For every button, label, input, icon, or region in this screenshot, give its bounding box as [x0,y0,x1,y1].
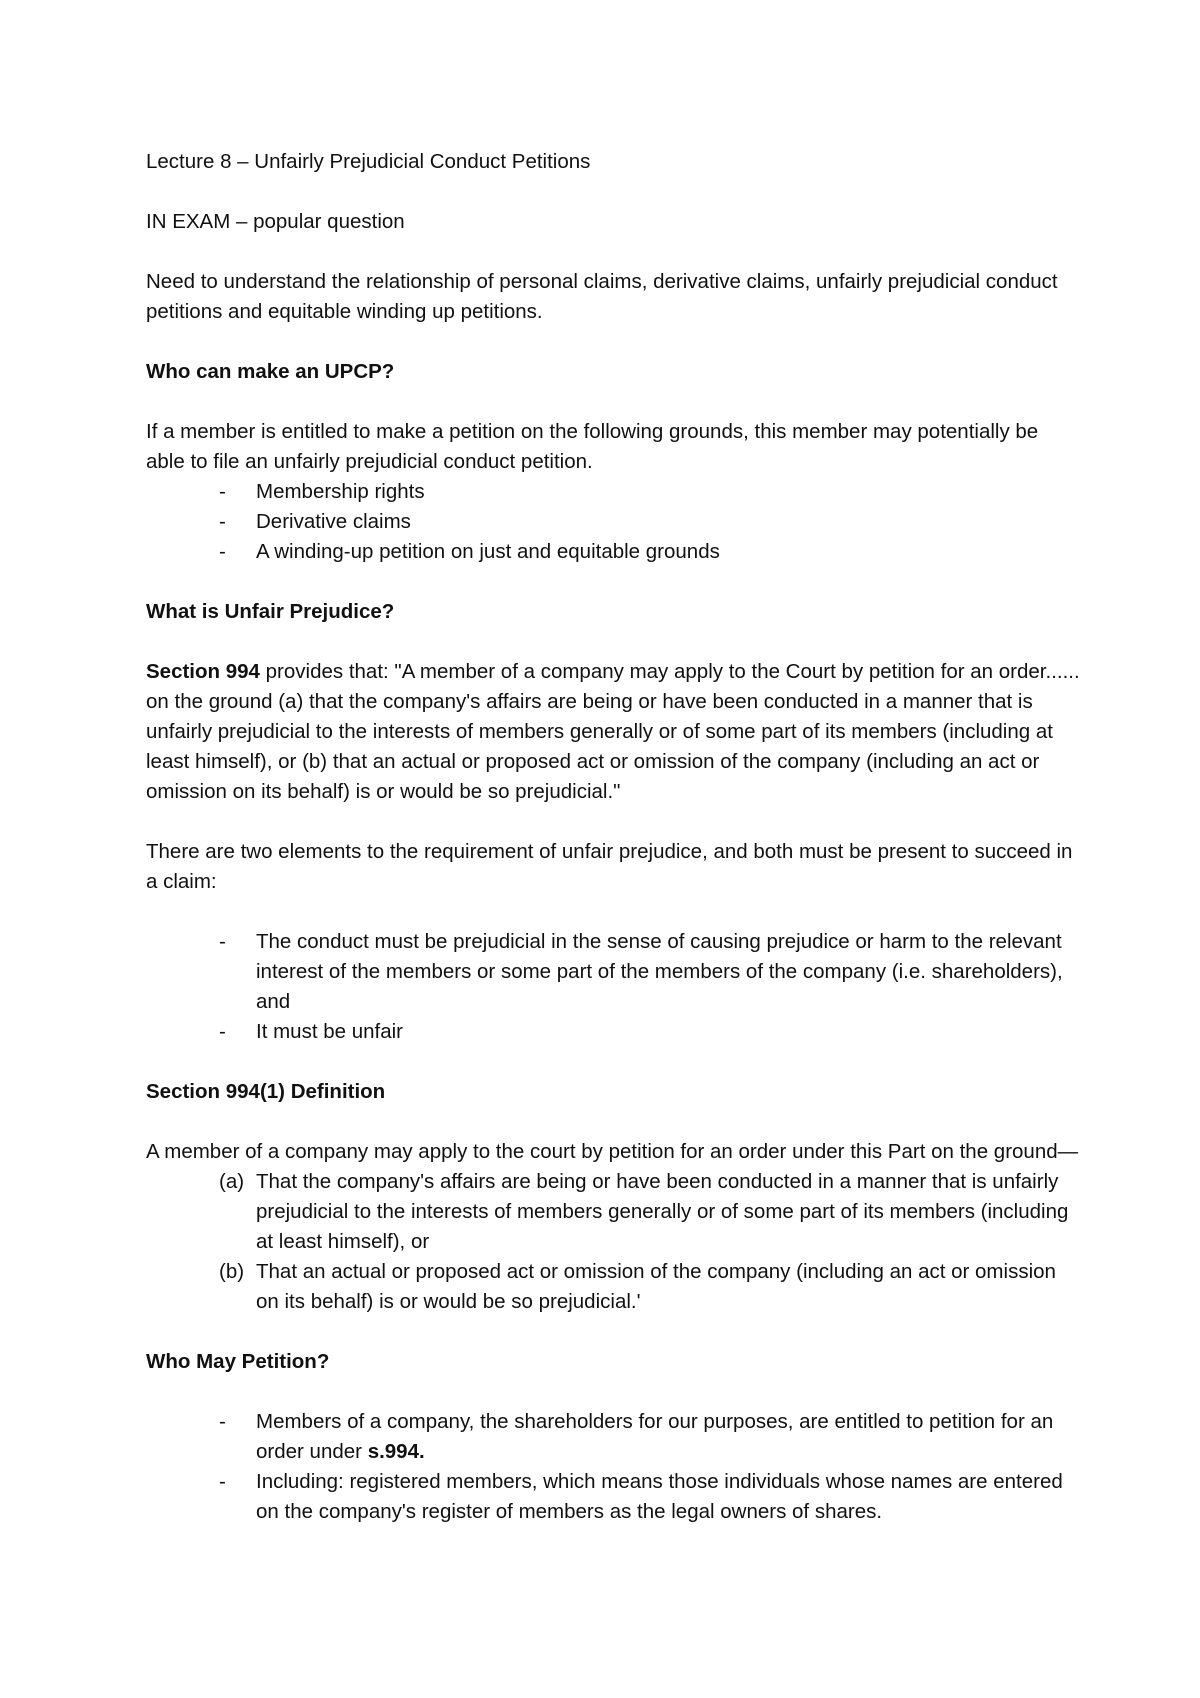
list-item-text: Members of a company, the shareholders for our purposes, are entitled to petition for an order under [256,1410,1054,1463]
upcp-paragraph: If a member is entitled to make a petition on the following grounds, this member may potentially be able to file an unfairly prejudicial conduct petition. [146,420,1039,473]
list-marker: (a) [219,1170,245,1193]
list-item: - Derivative claims [146,507,1080,537]
list-item: - A winding-up petition on just and equitable grounds [146,537,1080,567]
intro-paragraph: Need to understand the relationship of personal claims, derivative claims, unfairly prejudicial conduct petitions and equitable winding up petitions. [146,270,1058,323]
petition-list [146,1407,1080,1527]
document-title: Lecture 8 – Unfairly Prejudicial Conduct Petitions [146,150,591,173]
grounds-list [146,477,1080,567]
list-item-text: That the company's affairs are being or have been conducted in a manner that is unfairly prejudicial to the interests of members generally or of some part of its members (including at least himself), or [256,1170,1069,1253]
heading-section-994-definition: Section 994(1) Definition [146,1080,386,1103]
list-item: - It must be unfair [146,1017,1080,1047]
elements-list [146,927,1080,1047]
heading-who-may-petition: Who May Petition? [146,1350,330,1373]
elements-paragraph: There are two elements to the requirement of unfair prejudice, and both must be present to succeed in a claim: [146,840,1073,893]
list-item-text: That an actual or proposed act or omission of the company (including an act or omission on its behalf) is or would be so prejudicial.' [256,1260,1056,1313]
list-item: - The conduct must be prejudicial in the sense of causing prejudice or harm to the relevant interest of the members or some part of the members of the company (i.e. shareholders), and [146,927,1080,1017]
section-994-paragraph [146,657,1080,807]
list-item: - Including: registered members, which means those individuals whose names are entered on the company's register of members as the legal owners of shares. [146,1467,1080,1527]
heading-who-can-make-upcp: Who can make an UPCP? [146,360,395,383]
definition-list [146,1167,1080,1317]
heading-what-is-unfair-prejudice: What is Unfair Prejudice? [146,600,395,623]
section-provision-text: provides that: "A member of a company may apply to the Court by petition for an order...... on the ground (a) that the company's affairs are being or have been conducted in a manner that is unfairly prejudicial to the interests of members generally or of some part of its members (including at least himself), or (b) that an actual or proposed act or omission of the company (including an act or omission on its behalf) is or would be so prejudicial." [146,660,1080,803]
list-item [146,1407,1080,1467]
list-marker: (b) [219,1260,245,1283]
section-ref: s.994. [367,1440,425,1463]
definition-paragraph: A member of a company may apply to the court by petition for an order under this Part on the ground— [146,1140,1079,1163]
section-ref: Section 994 [146,660,260,683]
list-item: - Membership rights [146,477,1080,507]
list-item [146,1167,1080,1257]
exam-note: IN EXAM – popular question [146,210,405,233]
list-item [146,1257,1080,1317]
